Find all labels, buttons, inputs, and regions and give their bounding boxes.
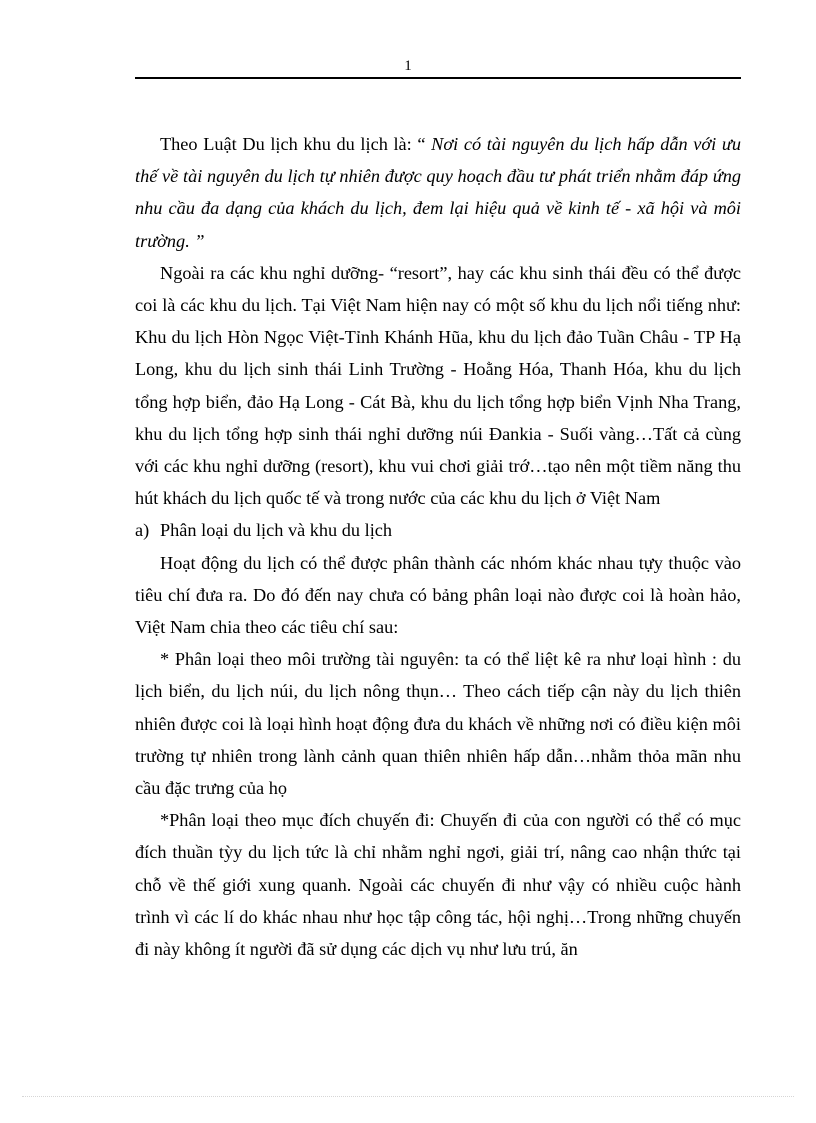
paragraph-environment-classification: * Phân loại theo môi trường tài nguyên: ta có thể liệt kê ra như loại hình : du lịch biển, du lịch núi, du lịch nông thụn… Theo cách tiếp cận này du lịch thiên nhiên được coi là loại hình hoạt động đưa du khách về những nơi có điều kiện môi trường tự nhiên trong lành cảnh quan thiên nhiên hấp dẫn…nhằm thỏa mãn nhu cầu đặc trưng của họ [135,649,741,799]
page-bottom-border [22,1096,794,1097]
paragraph-purpose-classification: *Phân loại theo mục đích chuyến đi: Chuyến đi của con người có thể có mục đích thuần tỳy du lịch tức là chỉ nhằm nghỉ ngơi, giải trí, nâng cao nhận thức tại chỗ về thế giới xung quanh. Ngoài các chuyến đi như vậy có nhiều cuộc hành trình vì các lí do khác nhau như học tập công tác, hội nghị…Trong những chuyến đi này không ít người đã sử dụng các dịch vụ như lưu trú, ăn [135,810,741,960]
section-heading-classification [135,514,741,546]
document-body [135,128,741,965]
law-quote: Nơi có tài nguyên du lịch hấp dẫn với ưu thế về tài nguyên du lịch tự nhiên được quy hoạch đầu tư phát triển nhằm đáp ứng nhu cầu đa dạng của khách du lịch, đem lại hiệu quả về kinh tế - xã hội và môi trường. ” [135,134,741,251]
page-number: 1 [404,58,412,74]
header-rule [135,77,741,79]
paragraph-definition [135,128,741,257]
paragraph-classification-intro: Hoạt động du lịch có thể được phân thành các nhóm khác nhau tựy thuộc vào tiêu chí đưa ra. Do đó đến nay chưa có bảng phân loại nào được coi là hoàn hảo, Việt Nam chia theo các tiêu chí sau: [135,552,741,638]
paragraph-intro: Theo Luật Du lịch khu du lịch là: “ [160,134,432,154]
section-heading-text: Phân loại du lịch và khu du lịch [160,520,393,541]
list-marker: a) [135,520,150,541]
paragraph-resorts: Ngoài ra các khu nghỉ dưỡng- “resort”, hay các khu sinh thái đều có thể được coi là các khu du lịch. Tại Việt Nam hiện nay có một số khu du lịch nổi tiếng như: Khu du lịch Hòn Ngọc Việt-Tỉnh Khánh Hũa, khu du lịch đảo Tuần Châu - TP Hạ Long, khu du lịch sinh thái Linh Trường - Hoằng Hóa, Thanh Hóa, khu du lịch tổng hợp biển, đảo Hạ Long - Cát Bà, khu du lịch tổng hợp biển Vịnh Nha Trang, khu du lịch tổng hợp sinh thái nghỉ dưỡng núi Đankia - Suối vàng…Tất cả cùng với các khu nghỉ dưỡng (resort), khu vui chơi giải trớ…tạo nên một tiềm năng thu hút khách du lịch quốc tế và trong nước của các khu du lịch ở Việt Nam [135,262,741,509]
